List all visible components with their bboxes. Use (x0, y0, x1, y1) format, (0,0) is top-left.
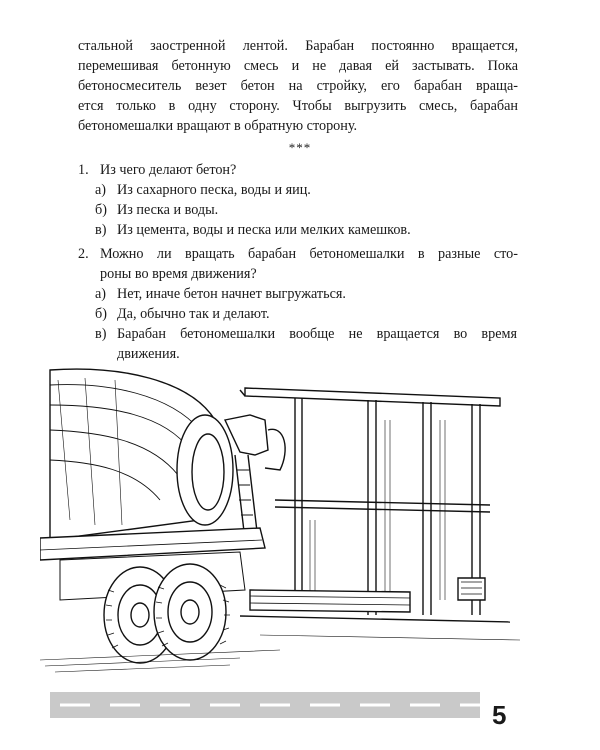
answer-text: Из песка и воды. (117, 202, 219, 218)
question-1 (78, 160, 518, 240)
answer-mark: а) (95, 182, 107, 198)
answer-option (95, 324, 518, 364)
answer-option (95, 220, 518, 240)
answer-text: Да, обычно так и делают. (117, 306, 270, 322)
answer-option (95, 180, 518, 200)
answer-text: Барабан бетономешалки вообще не вращается во время (117, 326, 517, 342)
answer-text: Из сахарного песка, воды и яиц. (117, 182, 311, 198)
answer-mark: б) (95, 202, 107, 218)
question-number: 2. (78, 246, 89, 262)
answer-option (95, 284, 518, 304)
answer-mark: в) (95, 326, 107, 342)
building-frame (240, 388, 510, 622)
intro-line: бетономешалки вращают в обратную сторону. (78, 118, 358, 134)
intro-line: стальной заостренной лентой. Барабан постоянно вращается, (78, 38, 518, 54)
answer-option (95, 200, 518, 220)
intro-paragraph (78, 36, 518, 136)
question-text: роны во время движения? (100, 266, 257, 282)
mixer-chute (225, 415, 285, 540)
question-2 (78, 244, 518, 364)
answer-list (95, 180, 518, 240)
question-text: Из чего делают бетон? (100, 162, 237, 178)
intro-line: ется только в одну сторону. Чтобы выгрузить смесь, барабан (78, 98, 518, 114)
truck-wheels (104, 564, 230, 663)
page-number: 5 (492, 700, 507, 730)
answer-mark: а) (95, 286, 107, 302)
answer-text: Нет, иначе бетон начнет выгружаться. (117, 286, 346, 302)
concrete-mixer-illustration (40, 360, 530, 680)
answer-mark: в) (95, 222, 107, 238)
road-strip (50, 690, 480, 720)
section-separator: *** (288, 140, 312, 155)
intro-line: бетоносмеситель везет бетон на стройку, его барабан враща- (78, 78, 518, 94)
answer-option (95, 304, 518, 324)
mixer-drum (50, 369, 233, 540)
answer-text: Из цемента, воды и песка или мелких камешков. (117, 222, 411, 238)
answer-text: движения. (117, 346, 180, 362)
answer-mark: б) (95, 306, 107, 322)
question-number: 1. (78, 162, 89, 178)
question-text: Можно ли вращать барабан бетономешалки в разные сто- (100, 246, 518, 262)
intro-line: перемешивая бетонную смесь и не давая ей застывать. Пока (78, 58, 518, 74)
answer-list (95, 284, 518, 364)
